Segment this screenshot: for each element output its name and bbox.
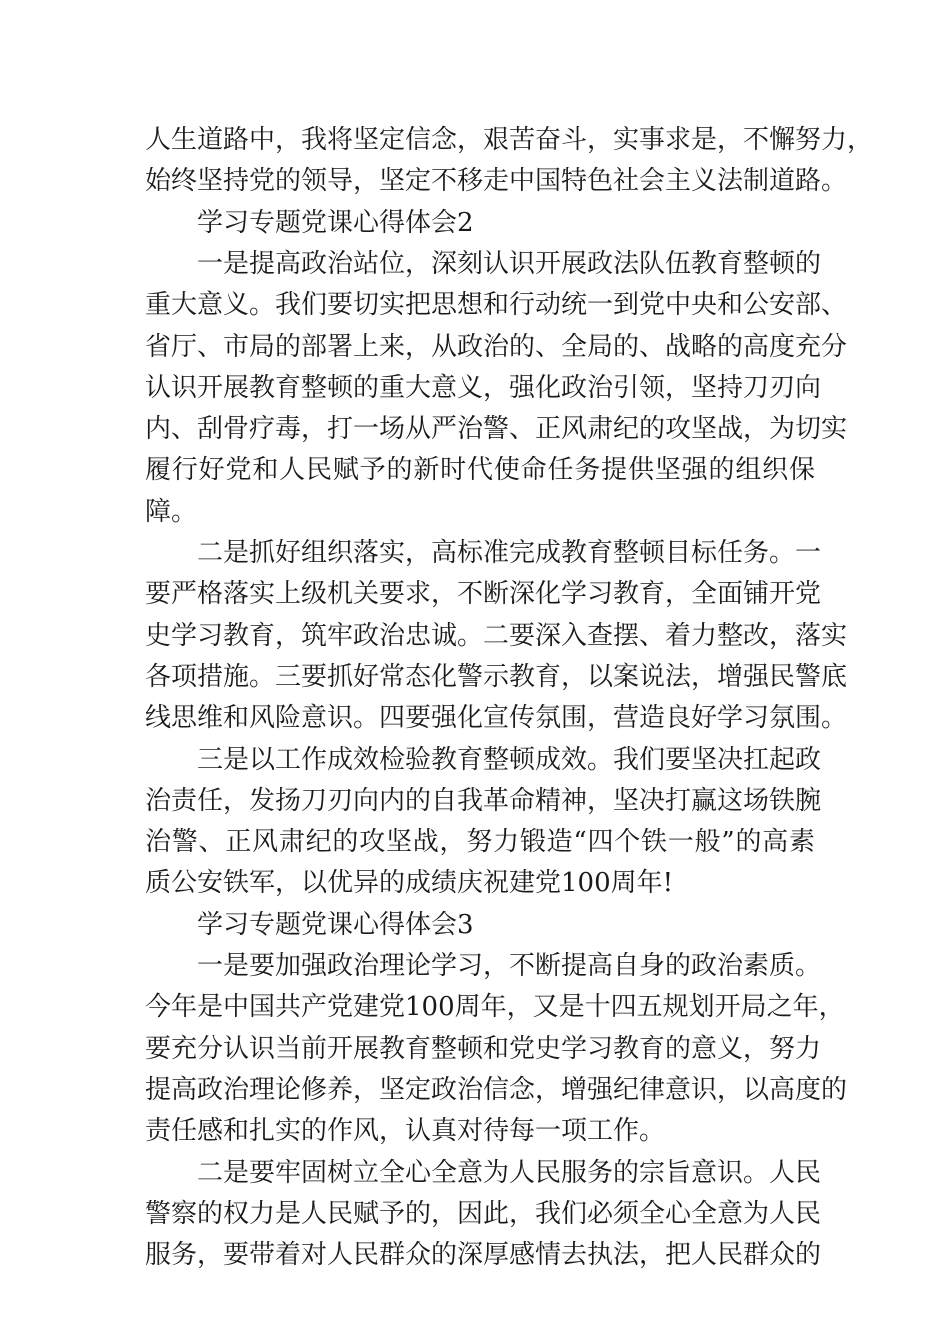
paragraph-line: 服务，要带着对人民群众的深厚感情去执法，把人民群众的	[145, 1240, 822, 1270]
paragraph-line: 二是抓好组织落实，高标准完成教育整顿目标任务。一	[197, 538, 822, 568]
paragraph-line: 一是要加强政治理论学习，不断提高自身的政治素质。	[197, 951, 822, 981]
paragraph-line: 要充分认识当前开展教育整顿和党史学习教育的意义，努力	[145, 1034, 822, 1064]
paragraph-line: 治责任，发扬刀刃向内的自我革命精神，坚决打赢这场铁腕	[145, 786, 822, 816]
paragraph-line: 履行好党和人民赋予的新时代使命任务提供坚强的组织保	[145, 455, 815, 485]
paragraph-line: 质公安铁军，以优异的成绩庆祝建党100周年!	[145, 868, 674, 898]
section-heading: 学习专题党课心得体会3	[197, 910, 474, 940]
paragraph-line: 提高政治理论修养，坚定政治信念，增强纪律意识，以高度的	[145, 1075, 848, 1105]
paragraph-line: 始终坚持党的领导，坚定不移走中国特色社会主义法制道路。	[145, 166, 848, 196]
paragraph-line: 今年是中国共产党建党100周年，又是十四五规划开局之年，	[145, 992, 845, 1022]
paragraph-line: 省厅、市局的部署上来，从政治的、全局的、战略的高度充分	[145, 332, 848, 362]
paragraph-line: 治警、正风肃纪的攻坚战，努力锻造“四个铁一般”的高素	[145, 827, 815, 857]
paragraph-line: 史学习教育，筑牢政治忠诚。二要深入查摆、着力整改，落实	[145, 621, 848, 651]
paragraph-line: 线思维和风险意识。四要强化宣传氛围，营造良好学习氛围。	[145, 703, 848, 733]
paragraph-line: 三是以工作成效检验教育整顿成效。我们要坚决扛起政	[197, 745, 822, 775]
paragraph-line: 各项措施。三要抓好常态化警示教育，以案说法，增强民警底	[145, 662, 848, 692]
paragraph-line: 二是要牢固树立全心全意为人民服务的宗旨意识。人民	[197, 1158, 822, 1188]
paragraph-line: 责任感和扎实的作风，认真对待每一项工作。	[145, 1116, 666, 1146]
paragraph-line: 警察的权力是人民赋予的，因此，我们必须全心全意为人民	[145, 1199, 822, 1229]
paragraph-line: 人生道路中，我将坚定信念，艰苦奋斗，实事求是，不懈努力，	[145, 125, 874, 155]
paragraph-line: 认识开展教育整顿的重大意义，强化政治引领，坚持刀刃向	[145, 373, 822, 403]
paragraph-line: 内、刮骨疗毒，打一场从严治警、正风肃纪的攻坚战，为切实	[145, 414, 848, 444]
paragraph-line: 要严格落实上级机关要求，不断深化学习教育，全面铺开党	[145, 579, 822, 609]
paragraph-line: 一是提高政治站位，深刻认识开展政法队伍教育整顿的	[197, 249, 822, 279]
section-heading: 学习专题党课心得体会2	[197, 208, 474, 238]
paragraph-line: 重大意义。我们要切实把思想和行动统一到党中央和公安部、	[145, 290, 848, 320]
paragraph-line: 障。	[145, 497, 198, 527]
